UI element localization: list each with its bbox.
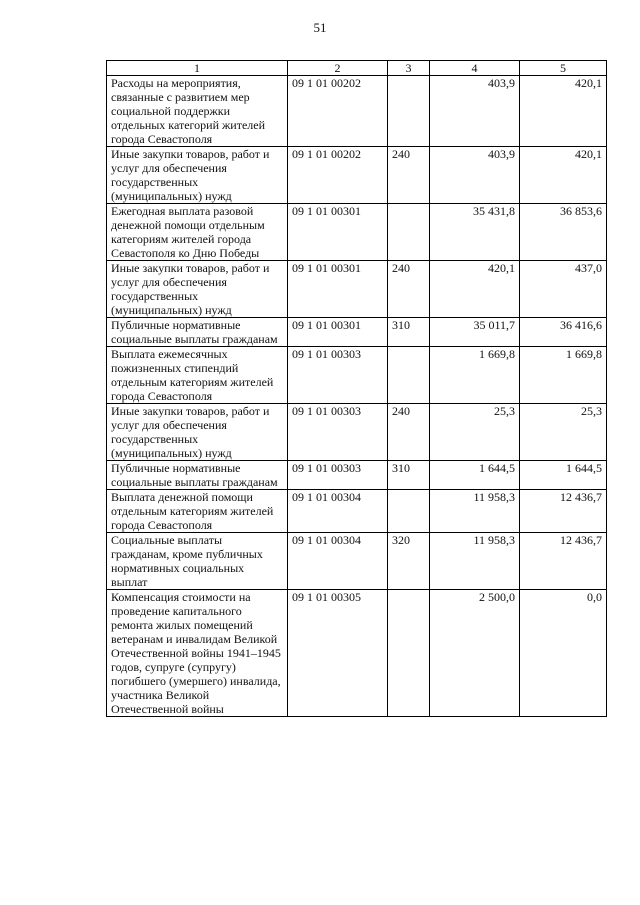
- row-value-2: 420,1: [520, 147, 607, 204]
- row-value-1: 420,1: [430, 261, 520, 318]
- row-value-1: 403,9: [430, 76, 520, 147]
- row-value-1: 11 958,3: [430, 533, 520, 590]
- row-kind: 240: [388, 404, 430, 461]
- table-row: [107, 147, 607, 204]
- table-row: [107, 533, 607, 590]
- row-kind: [388, 204, 430, 261]
- row-kind: 240: [388, 147, 430, 204]
- row-value-1: 35 011,7: [430, 318, 520, 347]
- row-value-2: 420,1: [520, 76, 607, 147]
- row-value-2: 36 853,6: [520, 204, 607, 261]
- row-code: 09 1 01 00202: [288, 76, 388, 147]
- table-row: [107, 490, 607, 533]
- table-body: [107, 76, 607, 717]
- row-code: 09 1 01 00301: [288, 318, 388, 347]
- row-name: Публичные нормативные социальные выплаты гражданам: [107, 318, 288, 347]
- row-value-2: 12 436,7: [520, 533, 607, 590]
- row-kind: 240: [388, 261, 430, 318]
- row-value-2: 12 436,7: [520, 490, 607, 533]
- row-kind: 310: [388, 461, 430, 490]
- row-value-2: 25,3: [520, 404, 607, 461]
- row-code: 09 1 01 00305: [288, 590, 388, 717]
- row-value-1: 35 431,8: [430, 204, 520, 261]
- row-name: Выплата денежной помощи отдельным категориям жителей города Севастополя: [107, 490, 288, 533]
- row-value-2: 437,0: [520, 261, 607, 318]
- row-value-1: 1 669,8: [430, 347, 520, 404]
- header-row: [107, 61, 607, 76]
- row-name: Ежегодная выплата разовой денежной помощи отдельным категориям жителей города Севастополя ко Дню Победы: [107, 204, 288, 261]
- row-value-2: 1 644,5: [520, 461, 607, 490]
- row-code: 09 1 01 00303: [288, 347, 388, 404]
- row-name: Выплата ежемесячных пожизненных стипендий отдельным категориям жителей города Севастополя: [107, 347, 288, 404]
- page-number: 51: [313, 20, 327, 35]
- row-code: 09 1 01 00303: [288, 404, 388, 461]
- row-code: 09 1 01 00301: [288, 261, 388, 318]
- row-value-1: 25,3: [430, 404, 520, 461]
- table-header: [107, 61, 607, 76]
- row-code: 09 1 01 00304: [288, 490, 388, 533]
- row-value-1: 2 500,0: [430, 590, 520, 717]
- table-row: [107, 461, 607, 490]
- row-code: 09 1 01 00202: [288, 147, 388, 204]
- table-row: [107, 204, 607, 261]
- row-kind: 310: [388, 318, 430, 347]
- row-value-2: 1 669,8: [520, 347, 607, 404]
- row-code: 09 1 01 00304: [288, 533, 388, 590]
- row-kind: [388, 347, 430, 404]
- row-name: Иные закупки товаров, работ и услуг для обеспечения государственных (муниципальных) нужд: [107, 147, 288, 204]
- row-code: 09 1 01 00303: [288, 461, 388, 490]
- header-col-4: 4: [430, 61, 520, 76]
- row-kind: 320: [388, 533, 430, 590]
- row-value-1: 1 644,5: [430, 461, 520, 490]
- header-col-5: 5: [520, 61, 607, 76]
- table-row: [107, 76, 607, 147]
- row-code: 09 1 01 00301: [288, 204, 388, 261]
- row-kind: [388, 76, 430, 147]
- table-row: [107, 347, 607, 404]
- row-name: Расходы на мероприятия, связанные с развитием мер социальной поддержки отдельных категорий жителей города Севастополя: [107, 76, 288, 147]
- row-name: Иные закупки товаров, работ и услуг для обеспечения государственных (муниципальных) нужд: [107, 261, 288, 318]
- row-kind: [388, 490, 430, 533]
- row-value-1: 11 958,3: [430, 490, 520, 533]
- table-row: [107, 261, 607, 318]
- row-kind: [388, 590, 430, 717]
- row-value-2: 0,0: [520, 590, 607, 717]
- budget-table: [106, 60, 607, 717]
- row-name: Иные закупки товаров, работ и услуг для обеспечения государственных (муниципальных) нужд: [107, 404, 288, 461]
- row-name: Публичные нормативные социальные выплаты гражданам: [107, 461, 288, 490]
- row-value-2: 36 416,6: [520, 318, 607, 347]
- header-col-3: 3: [388, 61, 430, 76]
- row-name: Компенсация стоимости на проведение капитального ремонта жилых помещений ветеранам и инвалидам Великой Отечественной войны 1941–1945 годов, супруге (супругу) погибшего (умершего) инвалида, участника Великой Отечественной войны: [107, 590, 288, 717]
- header-col-2: 2: [288, 61, 388, 76]
- header-col-1: 1: [107, 61, 288, 76]
- table-row: [107, 318, 607, 347]
- row-name: Социальные выплаты гражданам, кроме публичных нормативных социальных выплат: [107, 533, 288, 590]
- table-row: [107, 590, 607, 717]
- table-row: [107, 404, 607, 461]
- row-value-1: 403,9: [430, 147, 520, 204]
